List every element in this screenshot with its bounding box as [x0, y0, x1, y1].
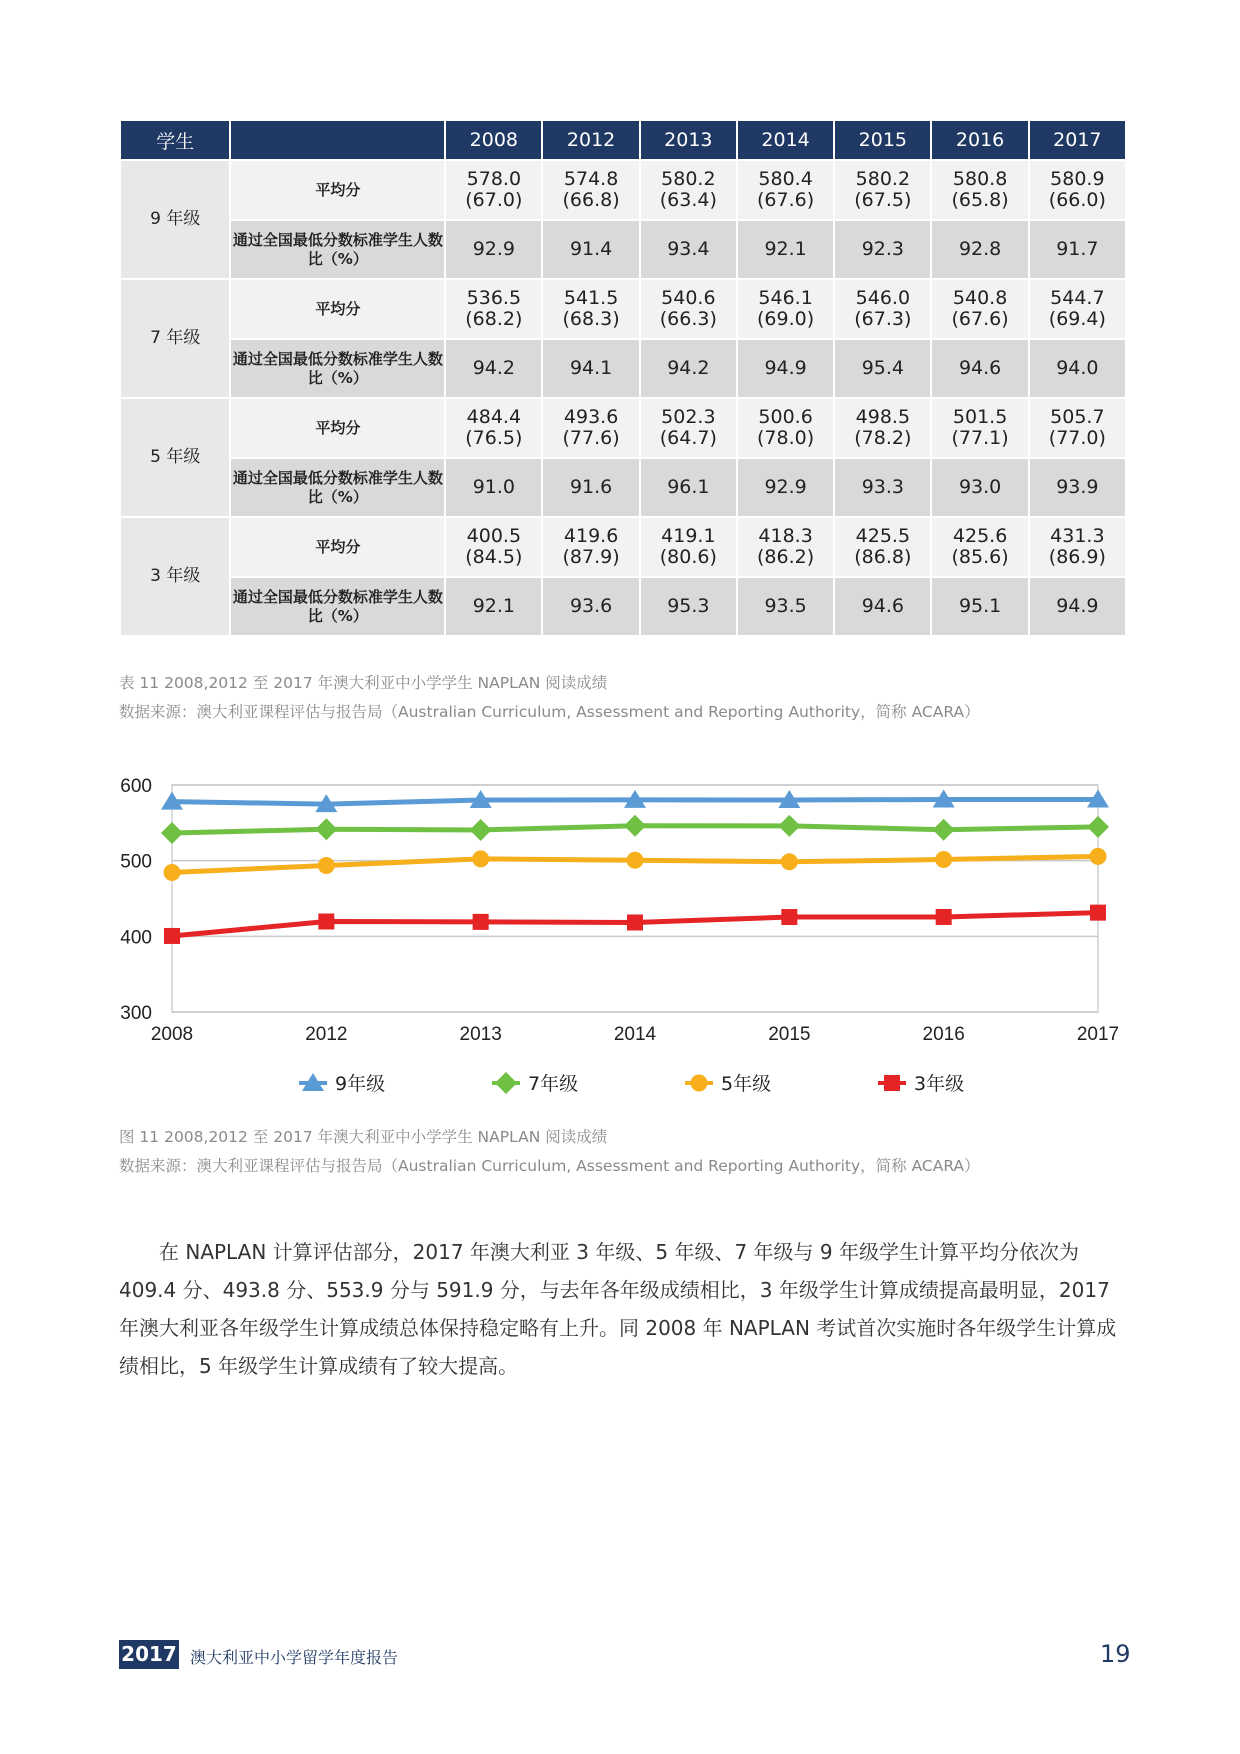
data-point: [315, 818, 337, 840]
standard-deviation: (77.0): [1048, 427, 1106, 449]
x-tick-label: 2014: [613, 1024, 657, 1045]
grade-label: 7 年级: [121, 280, 229, 397]
x-tick-label: 2008: [150, 1024, 194, 1045]
average-score: 502.3: [661, 406, 716, 428]
pass-rate-cell: 91.0: [446, 459, 541, 516]
standard-deviation: (86.2): [757, 546, 815, 568]
average-score: 400.5: [466, 525, 522, 547]
pass-rate-cell: 92.9: [446, 221, 541, 278]
legend-label: 5年级: [721, 1073, 772, 1095]
standard-deviation: (67.0): [465, 189, 523, 211]
data-point: [161, 822, 183, 844]
data-point: [473, 914, 489, 930]
y-tick-label: 400: [120, 927, 152, 949]
average-score: 540.8: [952, 287, 1008, 309]
y-tick-label: 500: [120, 851, 152, 873]
metric-label-average: 平均分: [231, 518, 444, 576]
legend-label: 7年级: [528, 1073, 579, 1095]
series-square: [164, 905, 1106, 944]
average-score: 419.1: [661, 525, 716, 547]
pass-rate-cell: 92.9: [738, 459, 833, 516]
header-year: 2012: [543, 121, 638, 159]
x-axis-ticks: [151, 1024, 1119, 1045]
pass-rate-cell: 94.2: [641, 340, 736, 397]
standard-deviation: (67.5): [854, 189, 912, 211]
table-source: 数据来源：澳大利亚课程评估与报告局（Australian Curriculum, Assessment and Reporting Authority，简称 ACARA）: [119, 703, 980, 721]
data-point: [318, 914, 334, 930]
pass-rate-cell: 93.6: [543, 578, 638, 635]
data-point: [627, 914, 643, 930]
standard-deviation: (77.1): [951, 427, 1009, 449]
standard-deviation: (77.6): [562, 427, 620, 449]
average-score: 493.6: [563, 406, 619, 428]
pass-rate-cell: 94.6: [835, 578, 930, 635]
standard-deviation: (66.8): [562, 189, 620, 211]
pass-rate-cell: 95.3: [641, 578, 736, 635]
header-year: 2008: [446, 121, 541, 159]
data-point: [1090, 848, 1107, 865]
page-number: 19: [1100, 1640, 1131, 1668]
data-point: [164, 864, 181, 881]
pass-rate-cell: 94.6: [932, 340, 1027, 397]
standard-deviation: (87.9): [562, 546, 620, 568]
standard-deviation: (80.6): [659, 546, 717, 568]
data-point: [935, 851, 952, 868]
table-caption: 表 11 2008,2012 至 2017 年澳大利亚中小学学生 NAPLAN 阅读成绩: [119, 674, 608, 692]
pass-rate-cell: 92.8: [932, 221, 1027, 278]
standard-deviation: (85.6): [951, 546, 1009, 568]
pass-rate-cell: 94.9: [738, 340, 833, 397]
figure-source: 数据来源：澳大利亚课程评估与报告局（Australian Curriculum, Assessment and Reporting Authority，简称 ACARA）: [119, 1157, 980, 1175]
data-point: [781, 853, 798, 870]
average-score: 498.5: [855, 406, 911, 428]
body-paragraph: 在 NAPLAN 计算评估部分，2017 年澳大利亚 3 年级、5 年级、7 年级与 9 年级学生计算平均分依次为 409.4 分、493.8 分、553.9 分与 591.9 分，与去年各年级成绩相比，3 年级学生计算成绩提高最明显，2017 年澳大利亚各年级学生计算成绩总体保持稳定略有上升。同 2008 年 NAPLAN 考试首次实施时各年级学生计算成绩相比，5 年级学生计算成绩有了较大提高。: [119, 1240, 1117, 1378]
series-triangle: [161, 789, 1109, 812]
data-point: [472, 850, 489, 867]
legend-item: [299, 1073, 385, 1095]
data-point: [1090, 905, 1106, 921]
data-point: [781, 909, 797, 925]
legend-marker: [495, 1072, 517, 1094]
pass-rate-cell: 92.1: [738, 221, 833, 278]
pass-rate-cell: 91.7: [1030, 221, 1125, 278]
x-tick-label: 2012: [305, 1024, 348, 1045]
pass-rate-cell: 95.4: [835, 340, 930, 397]
standard-deviation: (69.4): [1048, 308, 1106, 330]
metric-label-average: 平均分: [231, 280, 444, 338]
standard-deviation: (69.0): [757, 308, 815, 330]
average-score: 500.6: [758, 406, 813, 428]
average-score: 484.4: [466, 406, 522, 428]
average-score: 580.2: [855, 168, 911, 190]
legend-item: [878, 1073, 964, 1095]
average-score: 419.6: [563, 525, 619, 547]
x-tick-label: 2015: [768, 1024, 811, 1045]
footer-year-badge: 2017: [119, 1640, 179, 1669]
average-score: 544.7: [1050, 287, 1105, 309]
pass-rate-cell: 93.0: [932, 459, 1027, 516]
legend-marker: [691, 1075, 708, 1092]
header-year: 2016: [932, 121, 1027, 159]
standard-deviation: (64.7): [659, 427, 717, 449]
header-year: 2017: [1030, 121, 1125, 159]
pass-rate-cell: 94.1: [543, 340, 638, 397]
average-score: 580.4: [758, 168, 813, 190]
pass-rate-cell: 93.9: [1030, 459, 1125, 516]
metric-label-average: 平均分: [231, 161, 444, 219]
pass-rate-cell: 91.6: [543, 459, 638, 516]
legend-item: [685, 1073, 771, 1095]
standard-deviation: (63.4): [659, 189, 717, 211]
pass-rate-cell: 93.3: [835, 459, 930, 516]
standard-deviation: (76.5): [465, 427, 523, 449]
average-score: 425.5: [855, 525, 911, 547]
y-tick-label: 300: [120, 1003, 152, 1024]
average-score: 580.9: [1050, 168, 1105, 190]
standard-deviation: (67.6): [951, 308, 1009, 330]
metric-label-average: 平均分: [231, 399, 444, 457]
average-score: 574.8: [563, 168, 619, 190]
pass-rate-cell: 95.1: [932, 578, 1027, 635]
legend-item: [492, 1072, 578, 1095]
average-score: 546.1: [758, 287, 813, 309]
standard-deviation: (65.8): [951, 189, 1009, 211]
legend-marker: [884, 1075, 900, 1091]
legend-label: 9年级: [335, 1073, 386, 1095]
metric-label-pass-rate: 通过全国最低分数标准学生人数比（%）: [231, 459, 444, 516]
average-score: 425.6: [952, 525, 1008, 547]
pass-rate-cell: 93.4: [641, 221, 736, 278]
pass-rate-cell: 94.0: [1030, 340, 1125, 397]
standard-deviation: (67.6): [757, 189, 815, 211]
metric-label-pass-rate: 通过全国最低分数标准学生人数比（%）: [231, 578, 444, 635]
grade-label: 9 年级: [121, 161, 229, 278]
x-tick-label: 2016: [922, 1024, 965, 1045]
x-tick-label: 2017: [1076, 1024, 1120, 1045]
average-score: 431.3: [1050, 525, 1105, 547]
standard-deviation: (68.2): [465, 308, 523, 330]
metric-label-pass-rate: 通过全国最低分数标准学生人数比（%）: [231, 221, 444, 278]
figure-caption: 图 11 2008,2012 至 2017 年澳大利亚中小学学生 NAPLAN 阅读成绩: [119, 1128, 608, 1146]
series-circle: [164, 848, 1107, 881]
standard-deviation: (86.9): [1048, 546, 1106, 568]
pass-rate-cell: 94.2: [446, 340, 541, 397]
pass-rate-cell: 92.3: [835, 221, 930, 278]
standard-deviation: (67.3): [854, 308, 912, 330]
data-point: [470, 819, 492, 841]
pass-rate-cell: 92.1: [446, 578, 541, 635]
average-score: 578.0: [466, 168, 522, 190]
data-point: [933, 819, 955, 841]
average-score: 536.5: [466, 287, 522, 309]
y-tick-label: 600: [120, 776, 152, 797]
standard-deviation: (84.5): [465, 546, 523, 568]
data-point: [624, 815, 646, 837]
header-year: 2015: [835, 121, 930, 159]
data-point: [164, 928, 180, 944]
footer-title: 澳大利亚中小学留学年度报告: [190, 1648, 399, 1667]
series-diamond: [161, 815, 1109, 844]
average-score: 541.5: [563, 287, 619, 309]
grade-label: 5 年级: [121, 399, 229, 516]
average-score: 540.6: [661, 287, 716, 309]
metric-label-pass-rate: 通过全国最低分数标准学生人数比（%）: [231, 340, 444, 397]
standard-deviation: (86.8): [854, 546, 912, 568]
average-score: 580.2: [661, 168, 716, 190]
header-student: 学生: [121, 121, 229, 159]
data-point: [318, 857, 335, 874]
header-year: 2014: [738, 121, 833, 159]
standard-deviation: (68.3): [562, 308, 620, 330]
average-score: 418.3: [758, 525, 813, 547]
average-score: 501.5: [952, 406, 1008, 428]
data-point: [1087, 816, 1109, 838]
pass-rate-cell: 93.5: [738, 578, 833, 635]
pass-rate-cell: 96.1: [641, 459, 736, 516]
chart-series: [161, 789, 1109, 944]
standard-deviation: (66.0): [1048, 189, 1106, 211]
data-point: [778, 815, 800, 837]
average-score: 546.0: [855, 287, 911, 309]
average-score: 580.8: [952, 168, 1008, 190]
pass-rate-cell: 94.9: [1030, 578, 1125, 635]
x-tick-label: 2013: [459, 1024, 502, 1045]
grade-label: 3 年级: [121, 518, 229, 635]
y-axis-ticks: [120, 776, 152, 1024]
chart-legend: [299, 1072, 964, 1095]
data-point: [936, 909, 952, 925]
standard-deviation: (78.0): [757, 427, 815, 449]
header-year: 2013: [641, 121, 736, 159]
standard-deviation: (78.2): [854, 427, 912, 449]
legend-label: 3年级: [914, 1073, 965, 1095]
average-score: 505.7: [1050, 406, 1105, 428]
data-point: [627, 852, 644, 869]
pass-rate-cell: 91.4: [543, 221, 638, 278]
standard-deviation: (66.3): [659, 308, 717, 330]
